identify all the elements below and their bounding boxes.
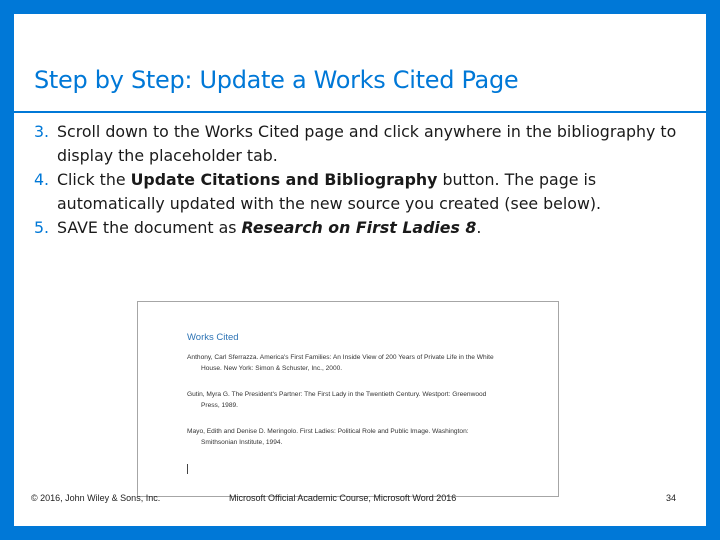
bibliography-entry: [187, 389, 532, 411]
slide: [14, 14, 706, 526]
step-text-pre: SAVE the document as: [57, 218, 242, 237]
step-number: 3.: [34, 122, 50, 141]
works-cited-heading: Works Cited: [187, 332, 239, 343]
steps-list: [34, 120, 684, 240]
entry-line: Mayo, Edith and Denise D. Meringolo. First Ladies: Political Role and Public Image. Washington:: [187, 428, 469, 435]
step-item: [34, 216, 684, 240]
update-citations-label: Update Citations and Bibliography: [130, 170, 438, 189]
bibliography-entry: [187, 352, 532, 374]
entry-line: Gutin, Myra G. The President's Partner: The First Lady in the Twentieth Century. Westport: Greenwood: [187, 391, 487, 398]
title-divider: [14, 111, 706, 113]
step-number: 4.: [34, 170, 50, 189]
step-number: 5.: [34, 218, 50, 237]
entry-line: House. New York: Simon & Schuster, Inc., 2000.: [201, 365, 343, 372]
step-text-post: button. The page is automatically updated with the new source you created (see below).: [57, 170, 602, 213]
works-cited-screenshot: [137, 301, 559, 497]
entry-line: Anthony, Carl Sferrazza. America's First Families: An Inside View of 200 Years of Private Life in the White: [187, 354, 494, 361]
footer-course: Microsoft Official Academic Course, Microsoft Word 2016: [229, 493, 457, 503]
document-filename: Research on First Ladies 8: [241, 218, 477, 237]
bibliography-entry: [187, 426, 532, 448]
step-text-pre: Click the: [57, 170, 131, 189]
footer-page-number: 34: [666, 493, 677, 503]
slide-title: Step by Step: Update a Works Cited Page: [34, 66, 519, 94]
step-text: Scroll down to the Works Cited page and click anywhere in the bibliography to display the placeholder tab.: [57, 122, 677, 165]
entry-line: Smithsonian Institute, 1994.: [201, 439, 283, 446]
text-cursor: [187, 464, 188, 474]
footer-copyright: © 2016, John Wiley & Sons, Inc.: [31, 493, 161, 503]
step-text-post: .: [476, 218, 482, 237]
step-text: [57, 168, 684, 216]
entry-line: Press, 1989.: [201, 402, 239, 409]
step-item: [34, 120, 684, 168]
step-text: [57, 216, 684, 240]
step-item: [34, 168, 684, 216]
